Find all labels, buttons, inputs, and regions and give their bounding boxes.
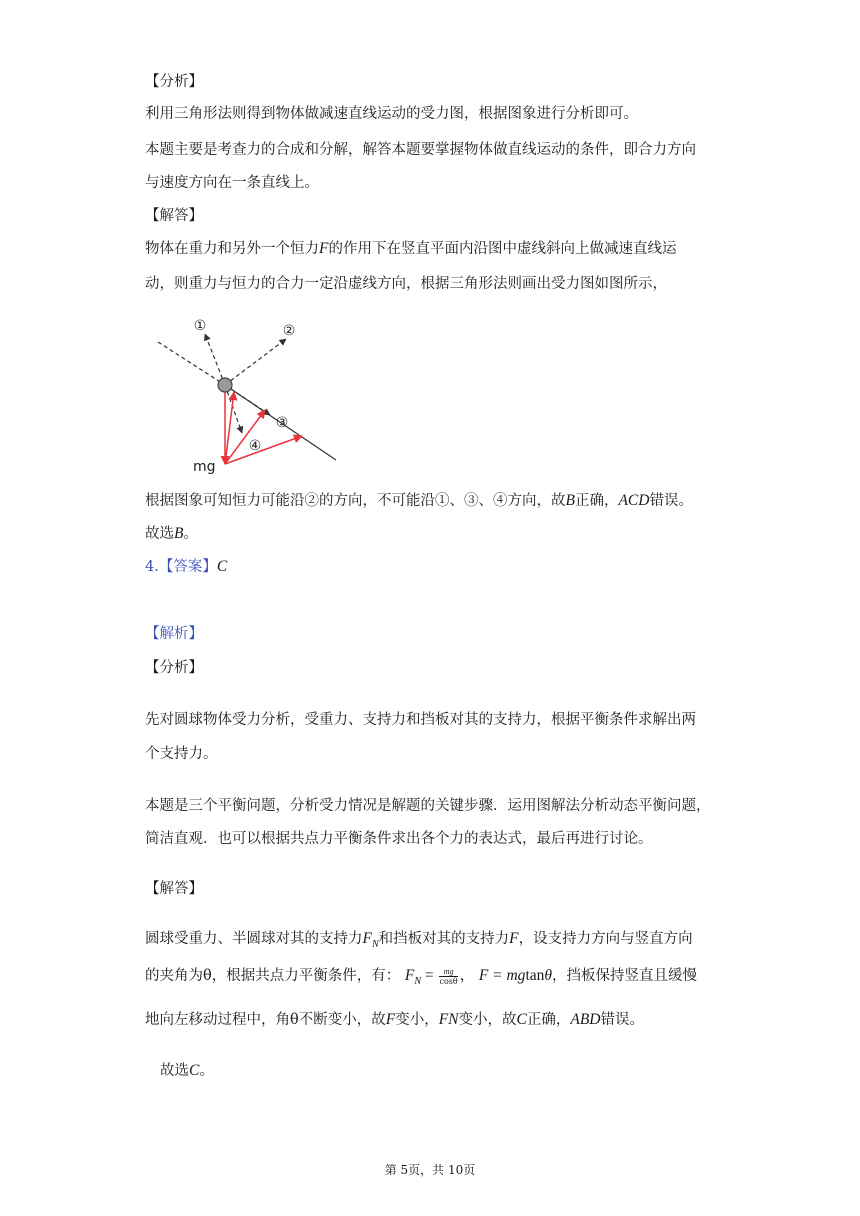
solution-line: 地向左移动过程中，角θ不断变小，故F变小，FN变小，故C正确，ABD错误。 — [145, 1011, 644, 1028]
choice-line: 故选B。 — [145, 525, 198, 542]
label-3: ③ — [275, 415, 289, 431]
analysis-paragraph: 个支持力。 — [145, 746, 218, 762]
analysis-paragraph: 与速度方向在一条直线上。 — [145, 175, 319, 191]
analysis-paragraph: 本题是三个平衡问题，分析受力情况是解题的关键步骤．运用图解法分析动态平衡问题， — [145, 798, 711, 814]
analysis-paragraph: 利用三角形法则得到物体做减速直线运动的受力图，根据图象进行分析即可。 — [145, 106, 638, 122]
choice-line: 故选C。 — [160, 1062, 214, 1079]
answer-heading: 【解答】 — [145, 881, 203, 897]
fraction: $\frac{mg}{\cos\theta}$ — [439, 966, 458, 986]
direction-2-arrow — [225, 339, 286, 385]
label-2: ② — [282, 323, 296, 339]
analysis-paragraph: 简洁直观．也可以根据共点力平衡条件求出各个力的表达式，最后再进行讨论。 — [145, 831, 653, 847]
mg-label: mg — [193, 459, 216, 475]
force-2-red-arrow — [225, 436, 302, 464]
solution-line: 圆球受重力、半圆球对其的支持力$F_N$和挡板对其的支持力F，设支持力方向与竖直方向 — [145, 930, 693, 950]
equation-f: F = mgtanθ — [478, 967, 552, 984]
ball — [218, 378, 232, 392]
equation-fn: $F_N$ = — [404, 967, 438, 988]
answer-heading: 【解答】 — [145, 208, 203, 224]
analysis-paragraph: 本题主要是考查力的合成和分解，解答本题要掌握物体做直线运动的条件，即合力方向 — [145, 142, 696, 158]
jiexi-heading: 【解析】 — [145, 626, 203, 642]
analysis-paragraph: 先对圆球物体受力分析，受重力、支持力和挡板对其的支持力，根据平衡条件求解出两 — [145, 712, 696, 728]
label-1: ① — [193, 318, 207, 334]
label-4: ④ — [248, 438, 262, 454]
trajectory-dashed-line — [158, 342, 225, 385]
question-4-answer: 4.【答案】C — [145, 558, 228, 575]
conclusion-paragraph: 根据图象可知恒力可能沿②的方向，不可能沿①、③、④方向，故B正确，ACD错误。 — [145, 492, 693, 509]
page-footer: 第 5页，共 10页 — [384, 1163, 476, 1177]
analysis-heading: 【分析】 — [145, 74, 203, 90]
direction-1-arrow — [205, 334, 225, 385]
force-diagram — [150, 312, 350, 477]
answer-paragraph: 物体在重力和另外一个恒力F的作用下在竖直平面内沿图中虚线斜向上做减速直线运 — [145, 240, 677, 257]
answer-paragraph: 动，则重力与恒力的合力一定沿虚线方向，根据三角形法则画出受力图如图所示， — [145, 276, 667, 292]
solution-line: 的夹角为θ，根据共点力平衡条件，有： $F_N$ = $\frac{mg}{\cos\theta}$ ， F = mgtanθ，挡板保持竖直且缓慢 — [145, 966, 697, 988]
analysis-heading: 【分析】 — [145, 660, 203, 676]
